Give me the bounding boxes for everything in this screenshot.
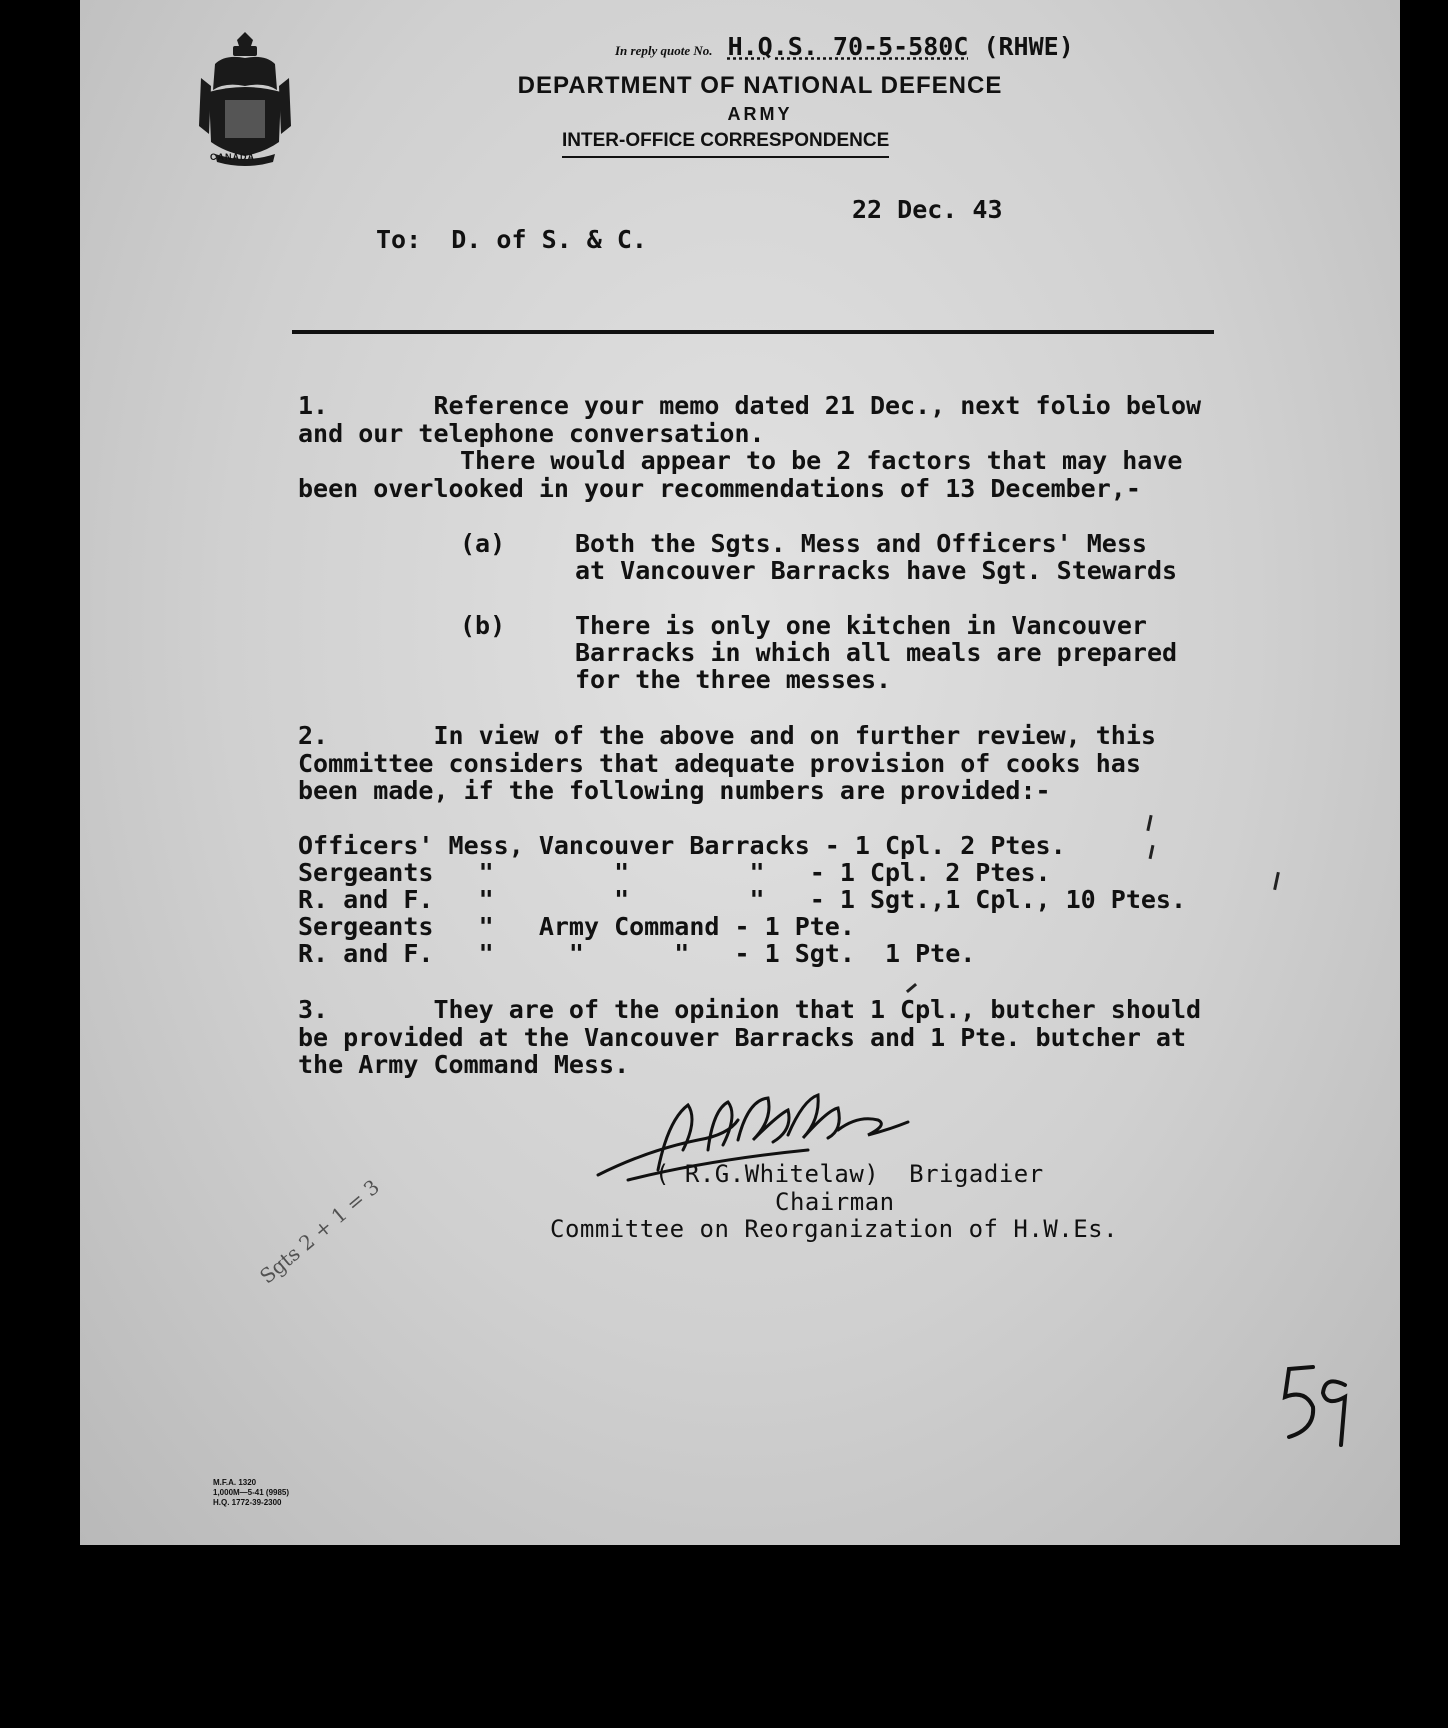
memo-recipient: To: D. of S. & C. [376, 225, 647, 254]
reply-reference [615, 32, 1074, 61]
para2-line: Committee considers that adequate provision of cooks has [298, 749, 1141, 778]
file-suffix: (RHWE) [983, 32, 1074, 61]
provision-row: Sergeants " Army Command - 1 Pte. [298, 912, 855, 941]
file-number: H.Q.S. 70-5-580C [727, 32, 969, 61]
provision-row: R. and F. " " " - 1 Sgt. 1 Pte. [298, 939, 976, 968]
signatory-title: Chairman [775, 1188, 895, 1216]
item-b-line: for the three messes. [575, 665, 892, 694]
para3-line: the Army Command Mess. [298, 1050, 630, 1079]
para1-line: There would appear to be 2 factors that may have [460, 446, 1183, 475]
provision-row: Sergeants " " " - 1 Cpl. 2 Ptes. [298, 858, 1051, 887]
department-heading: DEPARTMENT OF NATIONAL DEFENCE [517, 72, 1003, 99]
header-rule [292, 330, 1214, 334]
item-b-label: (b) [460, 611, 506, 640]
para1-line: been overlooked in your recommendations of 13 December,- [298, 474, 1141, 503]
crest-caption: CANADA [210, 152, 255, 162]
signatory-committee: Committee on Reorganization of H.W.Es. [550, 1215, 1119, 1243]
item-a-line: at Vancouver Barracks have Sgt. Stewards [575, 556, 1178, 585]
para3-line: 3. They are of the opinion that 1 Cpl., butcher should [298, 995, 1202, 1024]
provision-row: Officers' Mess, Vancouver Barracks - 1 Cpl. 2 Ptes. [298, 831, 1066, 860]
pencil-tick-mark [1149, 845, 1155, 859]
para2-line: been made, if the following numbers are provided:- [298, 776, 1051, 805]
form-number-line: H.Q. 1772-39-2300 [213, 1498, 282, 1507]
handwritten-folio-number [1275, 1345, 1355, 1455]
pencil-tick-mark [1146, 815, 1152, 831]
pencil-notes: Sgts 2 + 1 = 3 [255, 1174, 385, 1289]
memo-page [80, 0, 1400, 1545]
pencil-tick-mark [906, 983, 917, 993]
pencil-tick-mark [1273, 872, 1280, 890]
canada-crest-icon [195, 30, 295, 170]
memo-date: 22 Dec. 43 [852, 195, 1003, 224]
form-number [213, 1478, 289, 1508]
para1-line: 1. Reference your memo dated 21 Dec., next folio below [298, 391, 1202, 420]
reply-label: In reply quote No. [615, 43, 713, 58]
item-b-line: Barracks in which all meals are prepared [575, 638, 1178, 667]
item-a-label: (a) [460, 529, 506, 558]
document-type-heading: INTER-OFFICE CORRESPONDENCE [562, 130, 889, 158]
branch-heading: ARMY [727, 104, 793, 124]
item-b-line: There is only one kitchen in Vancouver [575, 611, 1147, 640]
item-a-line: Both the Sgts. Mess and Officers' Mess [575, 529, 1147, 558]
folio-number-text: 59 [1275, 1345, 1277, 1346]
para1-line: and our telephone conversation. [298, 419, 765, 448]
form-number-line: 1,000M—5-41 (9985) [213, 1488, 290, 1497]
para2-line: 2. In view of the above and on further review, this [298, 721, 1156, 750]
para3-line: be provided at the Vancouver Barracks and 1 Pte. butcher at [298, 1023, 1187, 1052]
signatory-name: ( R.G.Whitelaw) Brigadier [655, 1160, 1044, 1188]
provision-row: R. and F. " " " - 1 Sgt.,1 Cpl., 10 Ptes. [298, 885, 1187, 914]
form-number-line: M.F.A. 1320 [213, 1478, 257, 1487]
